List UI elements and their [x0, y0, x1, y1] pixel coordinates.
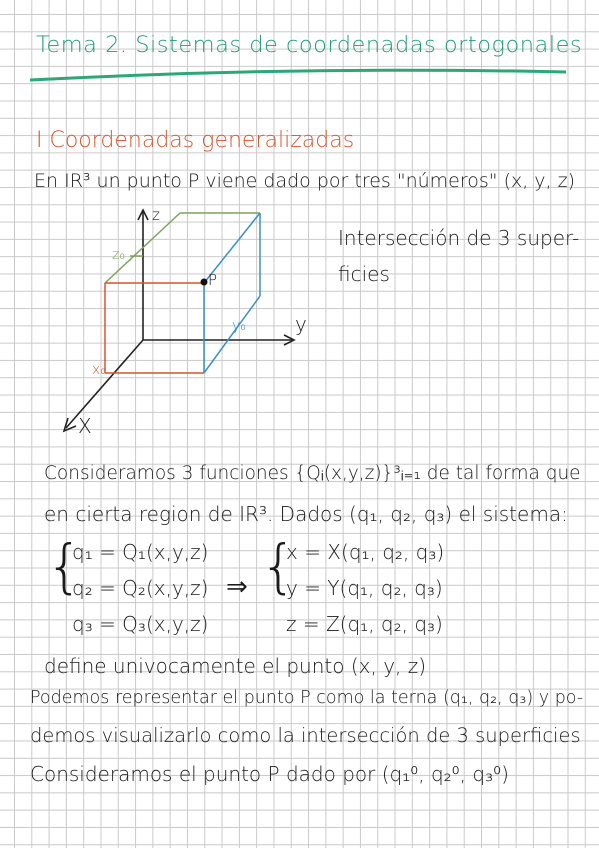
intro-line: En IR³ un punto P viene dado por tres "números" (x, y, z) [34, 170, 576, 192]
consider-point-line: Consideramos el punto P dado por (q₁⁰, q₂⁰, q₃⁰) [30, 762, 509, 786]
section-heading: I Coordenadas generalizadas [36, 128, 355, 153]
system-left-1: q₁ = Q₁(x,y,z) [72, 540, 209, 564]
y0-label: y₀ [232, 318, 246, 334]
system-right-3: z = Z(q₁, q₂, q₃) [286, 612, 443, 636]
x-axis-label: X [78, 414, 92, 438]
intersection-text-2: ficies [338, 262, 390, 286]
system-left-2: q₂ = Q₂(x,y,z) [72, 576, 209, 600]
blue-edges [204, 213, 260, 373]
consider-line-2: en cierta region de IR³. Dados (q₁, q₂, q₃) el sistema: [44, 502, 568, 526]
z-axis-label: z [152, 206, 160, 224]
page-title: Tema 2. Sistemas de coordenadas ortogonales [36, 32, 583, 58]
point-p-dot [201, 279, 208, 286]
green-edges [105, 213, 260, 283]
implies-arrow: ⇒ [226, 572, 248, 602]
x0-label: x₀ [92, 362, 106, 378]
system-right-2: y = Y(q₁, q₂, q₃) [286, 576, 443, 600]
system-right-1: x = X(q₁, q₂, q₃) [286, 540, 445, 564]
podemos-line-2: demos visualizarlo como la intersección de 3 superficies [30, 724, 581, 747]
consider-line-1: Consideramos 3 funciones {Qᵢ(x,y,z)}³ᵢ₌₁ de tal forma que [44, 463, 581, 484]
left-brace: { [46, 532, 83, 600]
define-line: define univocamente el punto (x, y, z) [44, 654, 427, 678]
podemos-line-1: Podemos representar el punto P como la terna (q₁, q₂, q₃) y po- [30, 688, 584, 708]
z0-label: z₀ [112, 247, 125, 263]
point-p-label: P [208, 271, 218, 289]
system-left-3: q₃ = Q₃(x,y,z) [72, 612, 209, 636]
intersection-text-1: Intersección de 3 super- [338, 226, 580, 250]
red-edges [105, 283, 204, 373]
y-axis-label: y [295, 312, 307, 336]
right-brace: { [260, 532, 297, 600]
